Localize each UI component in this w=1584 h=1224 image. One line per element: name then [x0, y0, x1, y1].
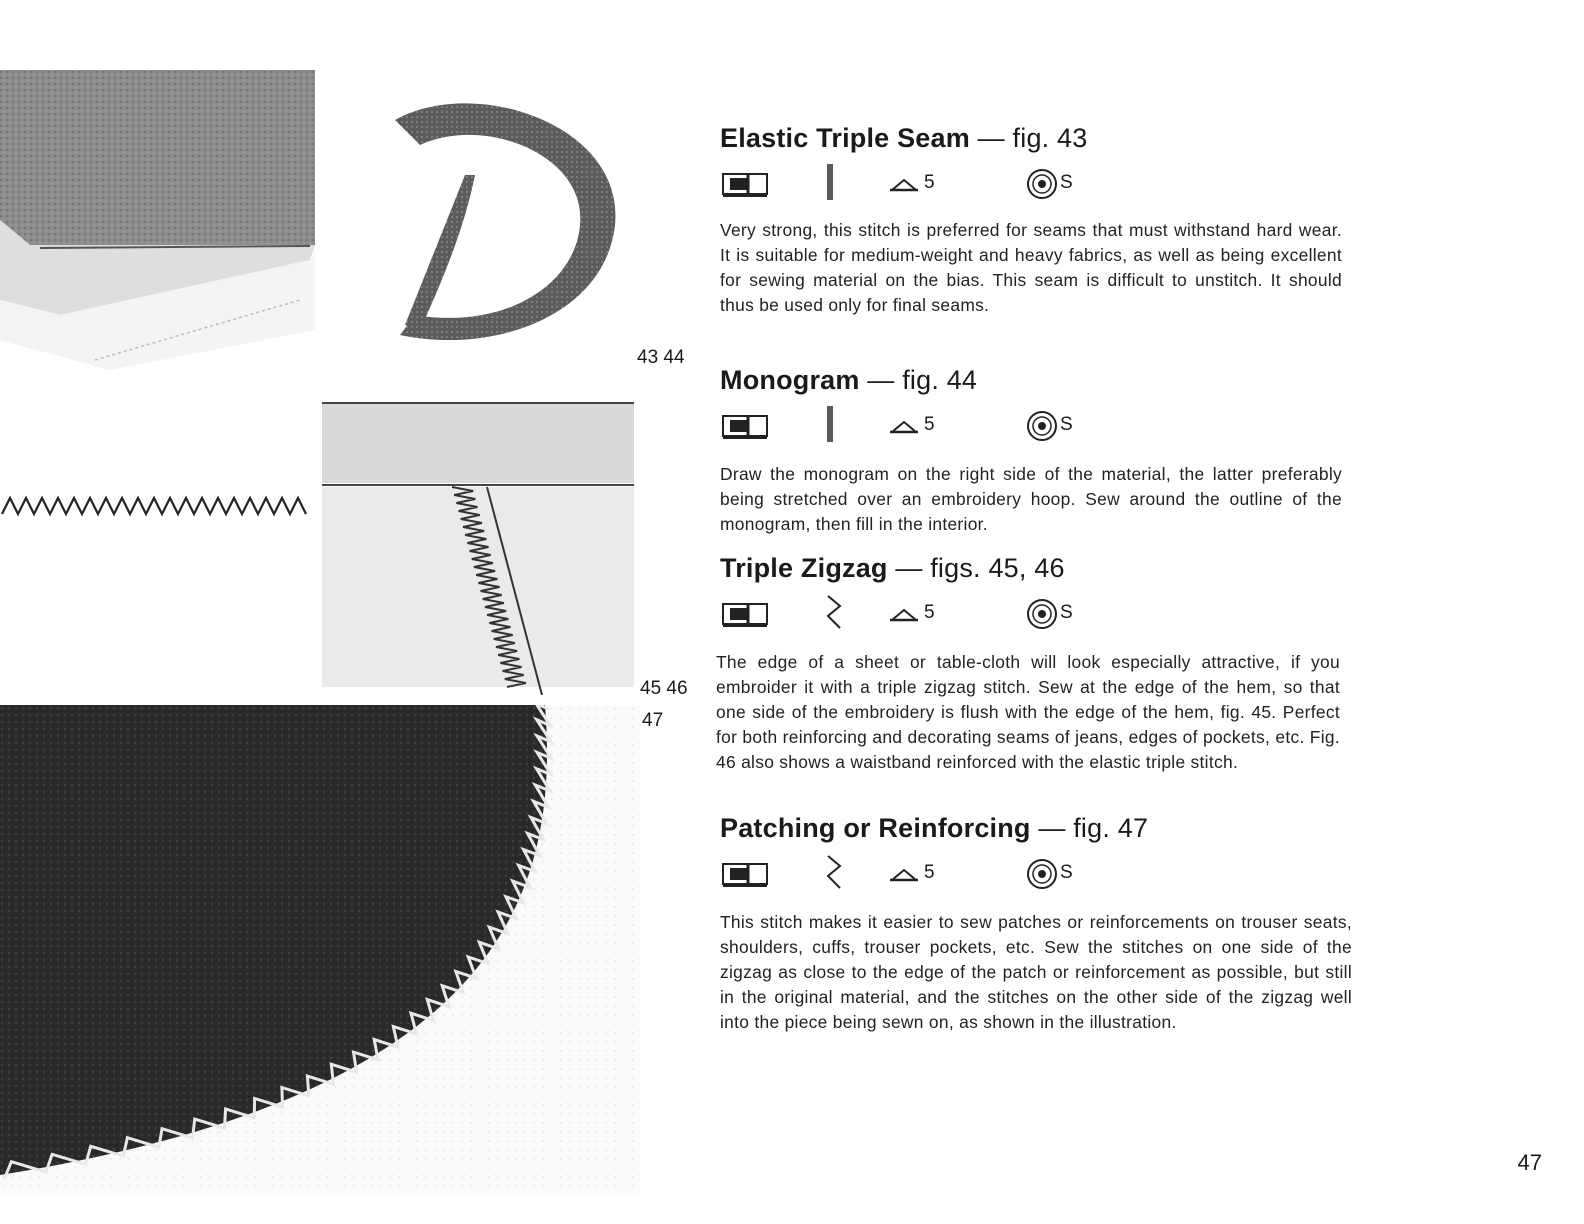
figure-46-waistband-photo — [322, 395, 634, 695]
section-patching-reinforcing — [720, 813, 1360, 1035]
tension-dial-icon — [1026, 598, 1058, 630]
zigzag-stitch-icon — [824, 854, 844, 892]
presser-foot-icon — [722, 412, 770, 440]
section-monogram — [720, 365, 1360, 537]
tension-value: S — [1060, 602, 1073, 623]
presser-foot-icon — [722, 860, 770, 888]
stitch-length-icon — [890, 868, 918, 882]
section-heading — [720, 553, 1360, 584]
zigzag-stitch-icon — [824, 594, 844, 632]
tension-dial-icon — [1026, 168, 1058, 200]
triple-straight-stitch-icon — [826, 404, 834, 444]
settings-row — [720, 850, 1360, 902]
figure-45-zigzag-edge — [0, 490, 315, 530]
section-title: Triple Zigzag — [720, 553, 888, 583]
tension-value: S — [1060, 862, 1073, 883]
settings-row — [720, 402, 1360, 454]
figure-43-seam-photo — [0, 70, 315, 375]
stitch-length-value: 5 — [924, 862, 935, 883]
figure-label-45-46: 45 46 — [640, 678, 688, 699]
section-elastic-triple-seam — [720, 123, 1360, 318]
stitch-length-icon — [890, 608, 918, 622]
section-body: This stitch makes it easier to sew patches or reinforcements on trouser seats, shoulders, cuffs, trouser pockets, etc. Sew the stitches on one side of the zigzag as close to the edge of the patch or reinforcement as possible, but still in the original material, and the stitches on the other side of the zigzag well into the piece being sewn on, as shown in the illustration. — [720, 912, 1352, 1032]
settings-row — [720, 590, 1360, 642]
figure-47-patch-photo — [0, 705, 640, 1195]
section-triple-zigzag — [716, 553, 1360, 775]
figure-label-47: 47 — [642, 710, 664, 731]
figure-44-monogram-photo — [325, 85, 630, 375]
section-title: Elastic Triple Seam — [720, 123, 970, 153]
stitch-length-icon — [890, 178, 918, 192]
section-body: Draw the monogram on the right side of the material, the latter preferably being stretched over an embroidery hoop. Sew around the outline of the monogram, then fill in the interior. — [720, 464, 1342, 534]
presser-foot-icon — [722, 170, 770, 198]
tension-value: S — [1060, 414, 1073, 435]
section-fig-ref: — fig. 43 — [977, 123, 1088, 153]
section-heading — [720, 813, 1360, 844]
section-heading — [720, 123, 1360, 154]
section-fig-ref: — figs. 45, 46 — [895, 553, 1065, 583]
stitch-length-value: 5 — [924, 414, 935, 435]
stitch-length-icon — [890, 420, 918, 434]
triple-straight-stitch-icon — [826, 162, 834, 202]
page-number: 47 — [1517, 1150, 1542, 1175]
section-fig-ref: — fig. 44 — [867, 365, 978, 395]
section-body: The edge of a sheet or table-cloth will look especially attractive, if you embroider it with a triple zigzag stitch. Sew at the edge of the hem, so that one side of the embroidery is flush with the edge of the hem, fig. 45. Perfect for both reinforcing and decorating seams of jeans, edges of pockets, etc. Fig. 46 also shows a waistband reinforced with the elastic triple stitch. — [716, 652, 1340, 772]
stitch-length-value: 5 — [924, 602, 935, 623]
tension-dial-icon — [1026, 858, 1058, 890]
section-body: Very strong, this stitch is preferred for seams that must withstand hard wear. It is suitable for medium-weight and heavy fabrics, as well as being excellent for sewing material on the bias. This seam is difficult to unstitch. It should thus be used only for final seams. — [720, 220, 1342, 315]
presser-foot-icon — [722, 600, 770, 628]
section-title: Patching or Reinforcing — [720, 813, 1031, 843]
section-heading — [720, 365, 1360, 396]
section-fig-ref: — fig. 47 — [1038, 813, 1149, 843]
tension-dial-icon — [1026, 410, 1058, 442]
section-title: Monogram — [720, 365, 860, 395]
figure-label-43-44: 43 44 — [637, 347, 685, 368]
settings-row — [720, 160, 1360, 212]
stitch-length-value: 5 — [924, 172, 935, 193]
tension-value: S — [1060, 172, 1073, 193]
